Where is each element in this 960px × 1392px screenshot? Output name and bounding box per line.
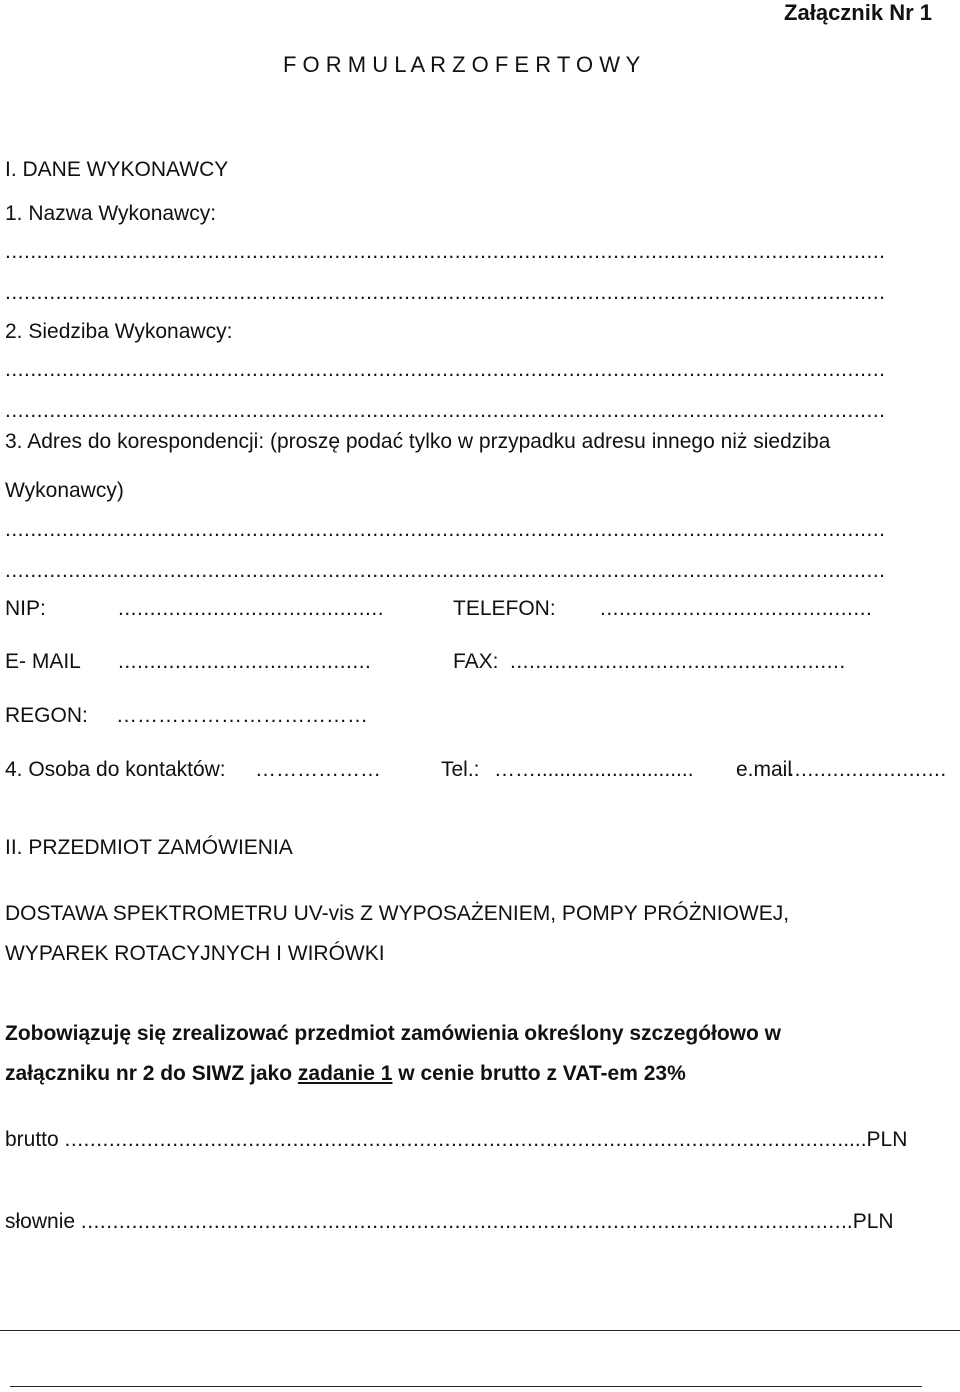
price-in-words-currency: ..PLN: [841, 1210, 894, 1233]
signature-line-top: [0, 1330, 960, 1331]
order-subject-line-2: WYPAREK ROTACYJNYCH I WIRÓWKI: [5, 942, 385, 965]
contractor-name-line-1[interactable]: ...........................................................................................................................................: [5, 240, 886, 263]
correspondence-address-label-cont: Wykonawcy): [5, 479, 124, 502]
commitment-line-2-start: załączniku nr 2 do SIWZ jako: [5, 1062, 298, 1085]
nip-label: NIP:: [5, 597, 46, 620]
gross-price-currency: .....PLN: [837, 1128, 908, 1151]
gross-price-row: [5, 1128, 907, 1152]
gross-price-field[interactable]: ..........................................................................................................................: [64, 1128, 838, 1151]
contractor-seat-line-2[interactable]: ...........................................................................................................................................: [5, 399, 886, 422]
commitment-line-2: [5, 1062, 686, 1086]
gross-price-label: brutto: [5, 1128, 59, 1151]
order-subject-line-1: DOSTAWA SPEKTROMETRU UV-vis Z WYPOSAŻENIEM, POMPY PRÓŻNIOWEJ,: [5, 902, 790, 925]
email-field[interactable]: ........................................: [118, 650, 372, 673]
price-in-words-row: [5, 1210, 894, 1234]
correspondence-address-line-2[interactable]: ...........................................................................................................................................: [5, 559, 886, 582]
contractor-seat-line-1[interactable]: ...........................................................................................................................................: [5, 358, 886, 381]
section-1-heading: I. DANE WYKONAWCY: [5, 158, 229, 181]
task-reference: zadanie 1: [297, 1062, 393, 1085]
correspondence-address-line-1[interactable]: ...........................................................................................................................................: [5, 518, 886, 541]
phone-label: TELEFON:: [453, 597, 556, 620]
form-title: F O R M U L A R Z O F E R T O W Y: [283, 52, 641, 77]
attachment-label: Załącznik Nr 1: [784, 0, 932, 25]
nip-field[interactable]: ..........................................: [118, 597, 385, 620]
regon-field[interactable]: ………………………………: [116, 704, 368, 727]
contractor-name-line-2[interactable]: ...........................................................................................................................................: [5, 281, 886, 304]
contact-person-field[interactable]: ………………: [255, 758, 381, 781]
contractor-name-label: 1. Nazwa Wykonawcy:: [5, 202, 217, 225]
contractor-seat-label: 2. Siedziba Wykonawcy:: [5, 320, 233, 343]
price-in-words-label: słownie: [5, 1210, 76, 1233]
commitment-line-1: Zobowiązuję się zrealizować przedmiot zamówienia określony szczegółowo w: [5, 1022, 782, 1045]
phone-field[interactable]: ...........................................: [600, 597, 873, 620]
signature-line-bottom: [10, 1386, 922, 1387]
contact-tel-field[interactable]: ……...........................: [494, 758, 694, 781]
commitment-line-2-end: w cenie brutto z VAT-em 23%: [392, 1062, 686, 1085]
contact-person-label: 4. Osoba do kontaktów:: [5, 758, 226, 781]
fax-label: FAX:: [453, 650, 499, 673]
contact-email-field[interactable]: ..........................: [782, 758, 947, 781]
fax-field[interactable]: .....................................................: [510, 650, 846, 673]
price-in-words-field[interactable]: ........................................................................................................................: [80, 1210, 842, 1233]
regon-label: REGON:: [5, 704, 88, 727]
contact-email-label: e.mail: [736, 758, 793, 781]
contact-tel-label: Tel.:: [441, 758, 480, 781]
email-label: E- MAIL: [5, 650, 81, 673]
correspondence-address-label: 3. Adres do korespondencji: (proszę podać tylko w przypadku adresu innego niż siedziba: [5, 430, 831, 453]
section-2-heading: II. PRZEDMIOT ZAMÓWIENIA: [5, 836, 293, 859]
